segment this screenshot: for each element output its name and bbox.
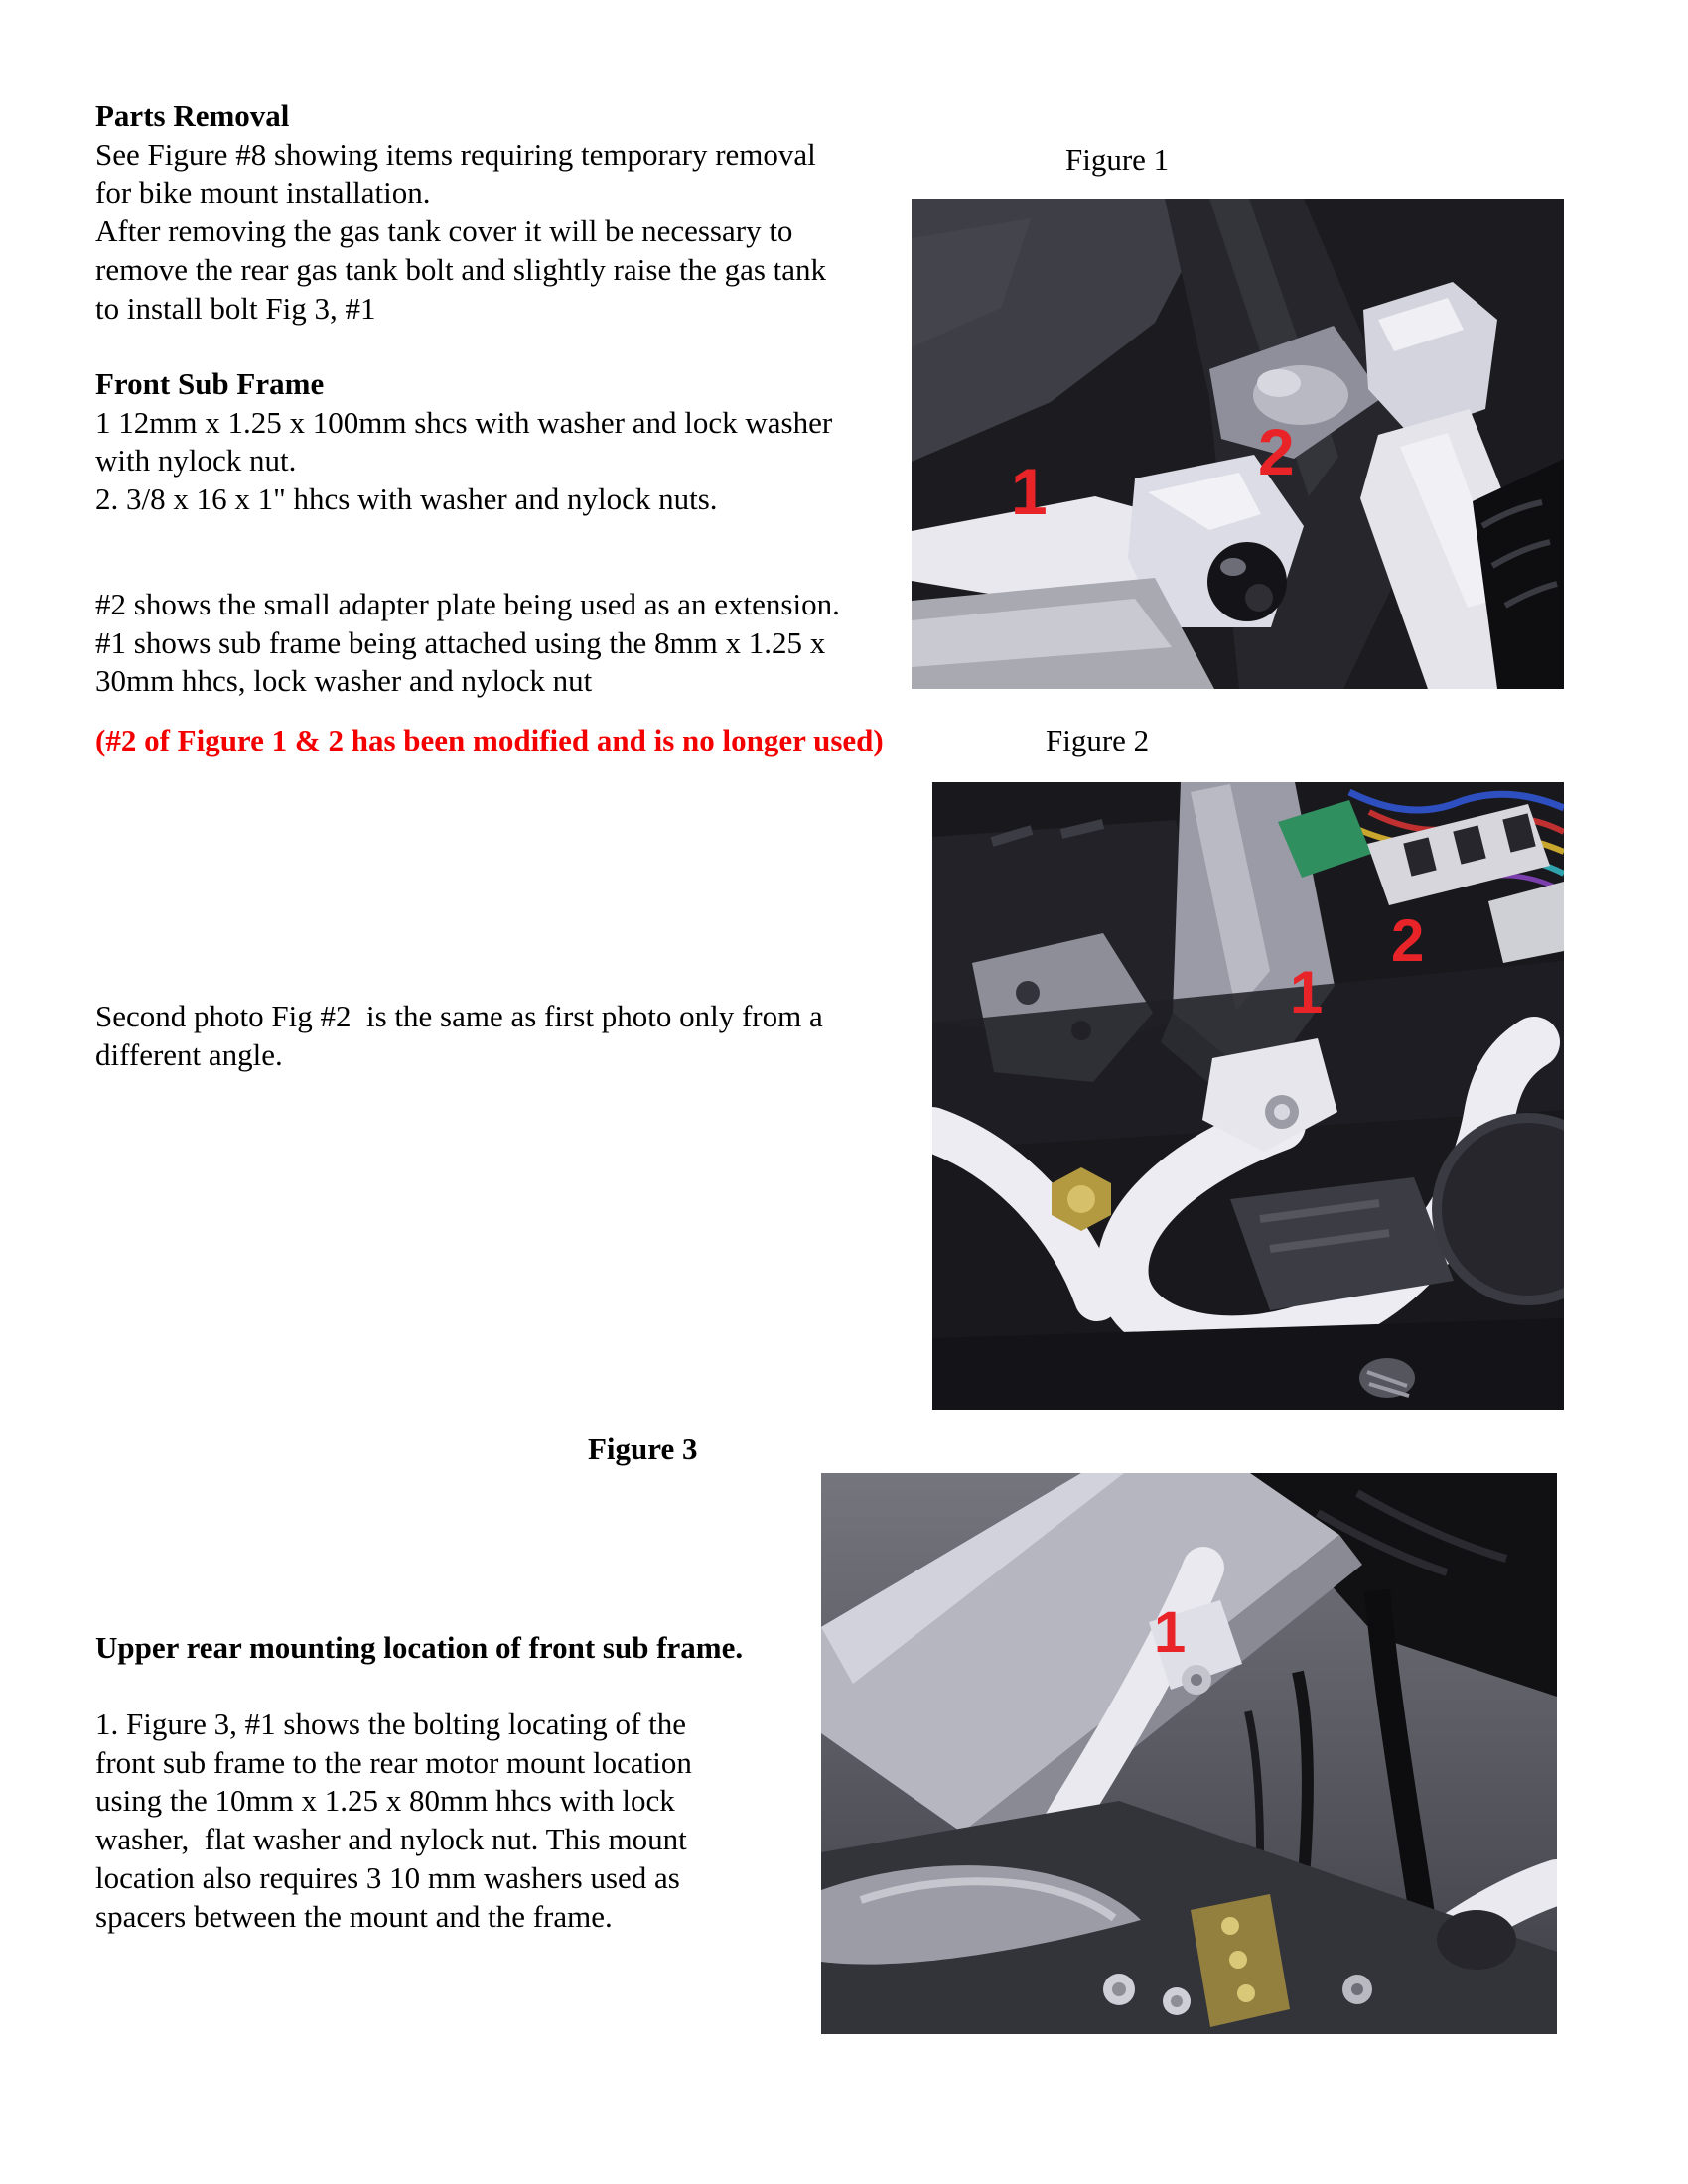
parts-removal-section <box>95 97 826 328</box>
text-line: using the 10mm x 1.25 x 80mm hhcs with lock <box>95 1783 675 1819</box>
text-line: front sub frame to the rear motor mount location <box>95 1744 692 1780</box>
figure-2-photo <box>932 782 1564 1410</box>
text-line: After removing the gas tank cover it will be necessary to <box>95 213 793 249</box>
text-line: spacers between the mount and the frame. <box>95 1898 613 1934</box>
adapter-note-section <box>95 586 840 701</box>
text-line: 1. Figure 3, #1 shows the bolting locating of the <box>95 1706 686 1741</box>
text-line: Second photo Fig #2 is the same as first photo only from a <box>95 999 823 1033</box>
figure-3-photo <box>821 1473 1557 2034</box>
text-line: to install bolt Fig 3, #1 <box>95 290 376 326</box>
text-line: #1 shows sub frame being attached using the 8mm x 1.25 x <box>95 624 826 660</box>
figure-2-label: Figure 2 <box>1046 723 1150 757</box>
front-sub-frame-section <box>95 365 832 519</box>
figure-1-callout-2: 2 <box>1258 415 1295 488</box>
upper-rear-heading-block <box>95 1629 743 1668</box>
upper-rear-section <box>95 1706 692 1936</box>
text-line: 2. 3/8 x 16 x 1" hhcs with washer and nylock nuts. <box>95 481 718 517</box>
figure-2-callout-2: 2 <box>1391 907 1425 974</box>
text-line: location also requires 3 10 mm washers used as <box>95 1859 680 1895</box>
text-line: 30mm hhcs, lock washer and nylock nut <box>95 663 593 699</box>
front-sub-frame-heading: Front Sub Frame <box>95 366 325 401</box>
figure-1-label: Figure 1 <box>1065 142 1170 177</box>
modified-warning-text: (#2 of Figure 1 & 2 has been modified and is no longer used) <box>95 723 884 757</box>
text-line: with nylock nut. <box>95 443 297 478</box>
text-line: different angle. <box>95 1036 283 1072</box>
text-line: washer, flat washer and nylock nut. This mount <box>95 1822 687 1857</box>
parts-removal-heading: Parts Removal <box>95 98 290 133</box>
text-line: #2 shows the small adapter plate being used as an extension. <box>95 587 840 621</box>
figure-3-label: Figure 3 <box>588 1432 698 1466</box>
text-line: for bike mount installation. <box>95 175 431 210</box>
figure-2-photo-art <box>932 782 1564 1410</box>
text-line: remove the rear gas tank bolt and slightly raise the gas tank <box>95 251 827 287</box>
upper-rear-heading: Upper rear mounting location of front sub frame. <box>95 1630 744 1665</box>
figure-3-photo-art <box>821 1473 1557 2034</box>
figure-3-callout-1: 1 <box>1154 1600 1187 1665</box>
text-line: See Figure #8 showing items requiring temporary removal <box>95 136 816 172</box>
figure-1-photo-art <box>912 199 1564 689</box>
figure-2-callout-1: 1 <box>1290 959 1324 1025</box>
second-photo-note-section <box>95 998 823 1074</box>
figure-1-photo <box>912 199 1564 689</box>
figure-1-callout-1: 1 <box>1011 455 1048 528</box>
text-line: 1 12mm x 1.25 x 100mm shcs with washer and lock washer <box>95 404 833 440</box>
